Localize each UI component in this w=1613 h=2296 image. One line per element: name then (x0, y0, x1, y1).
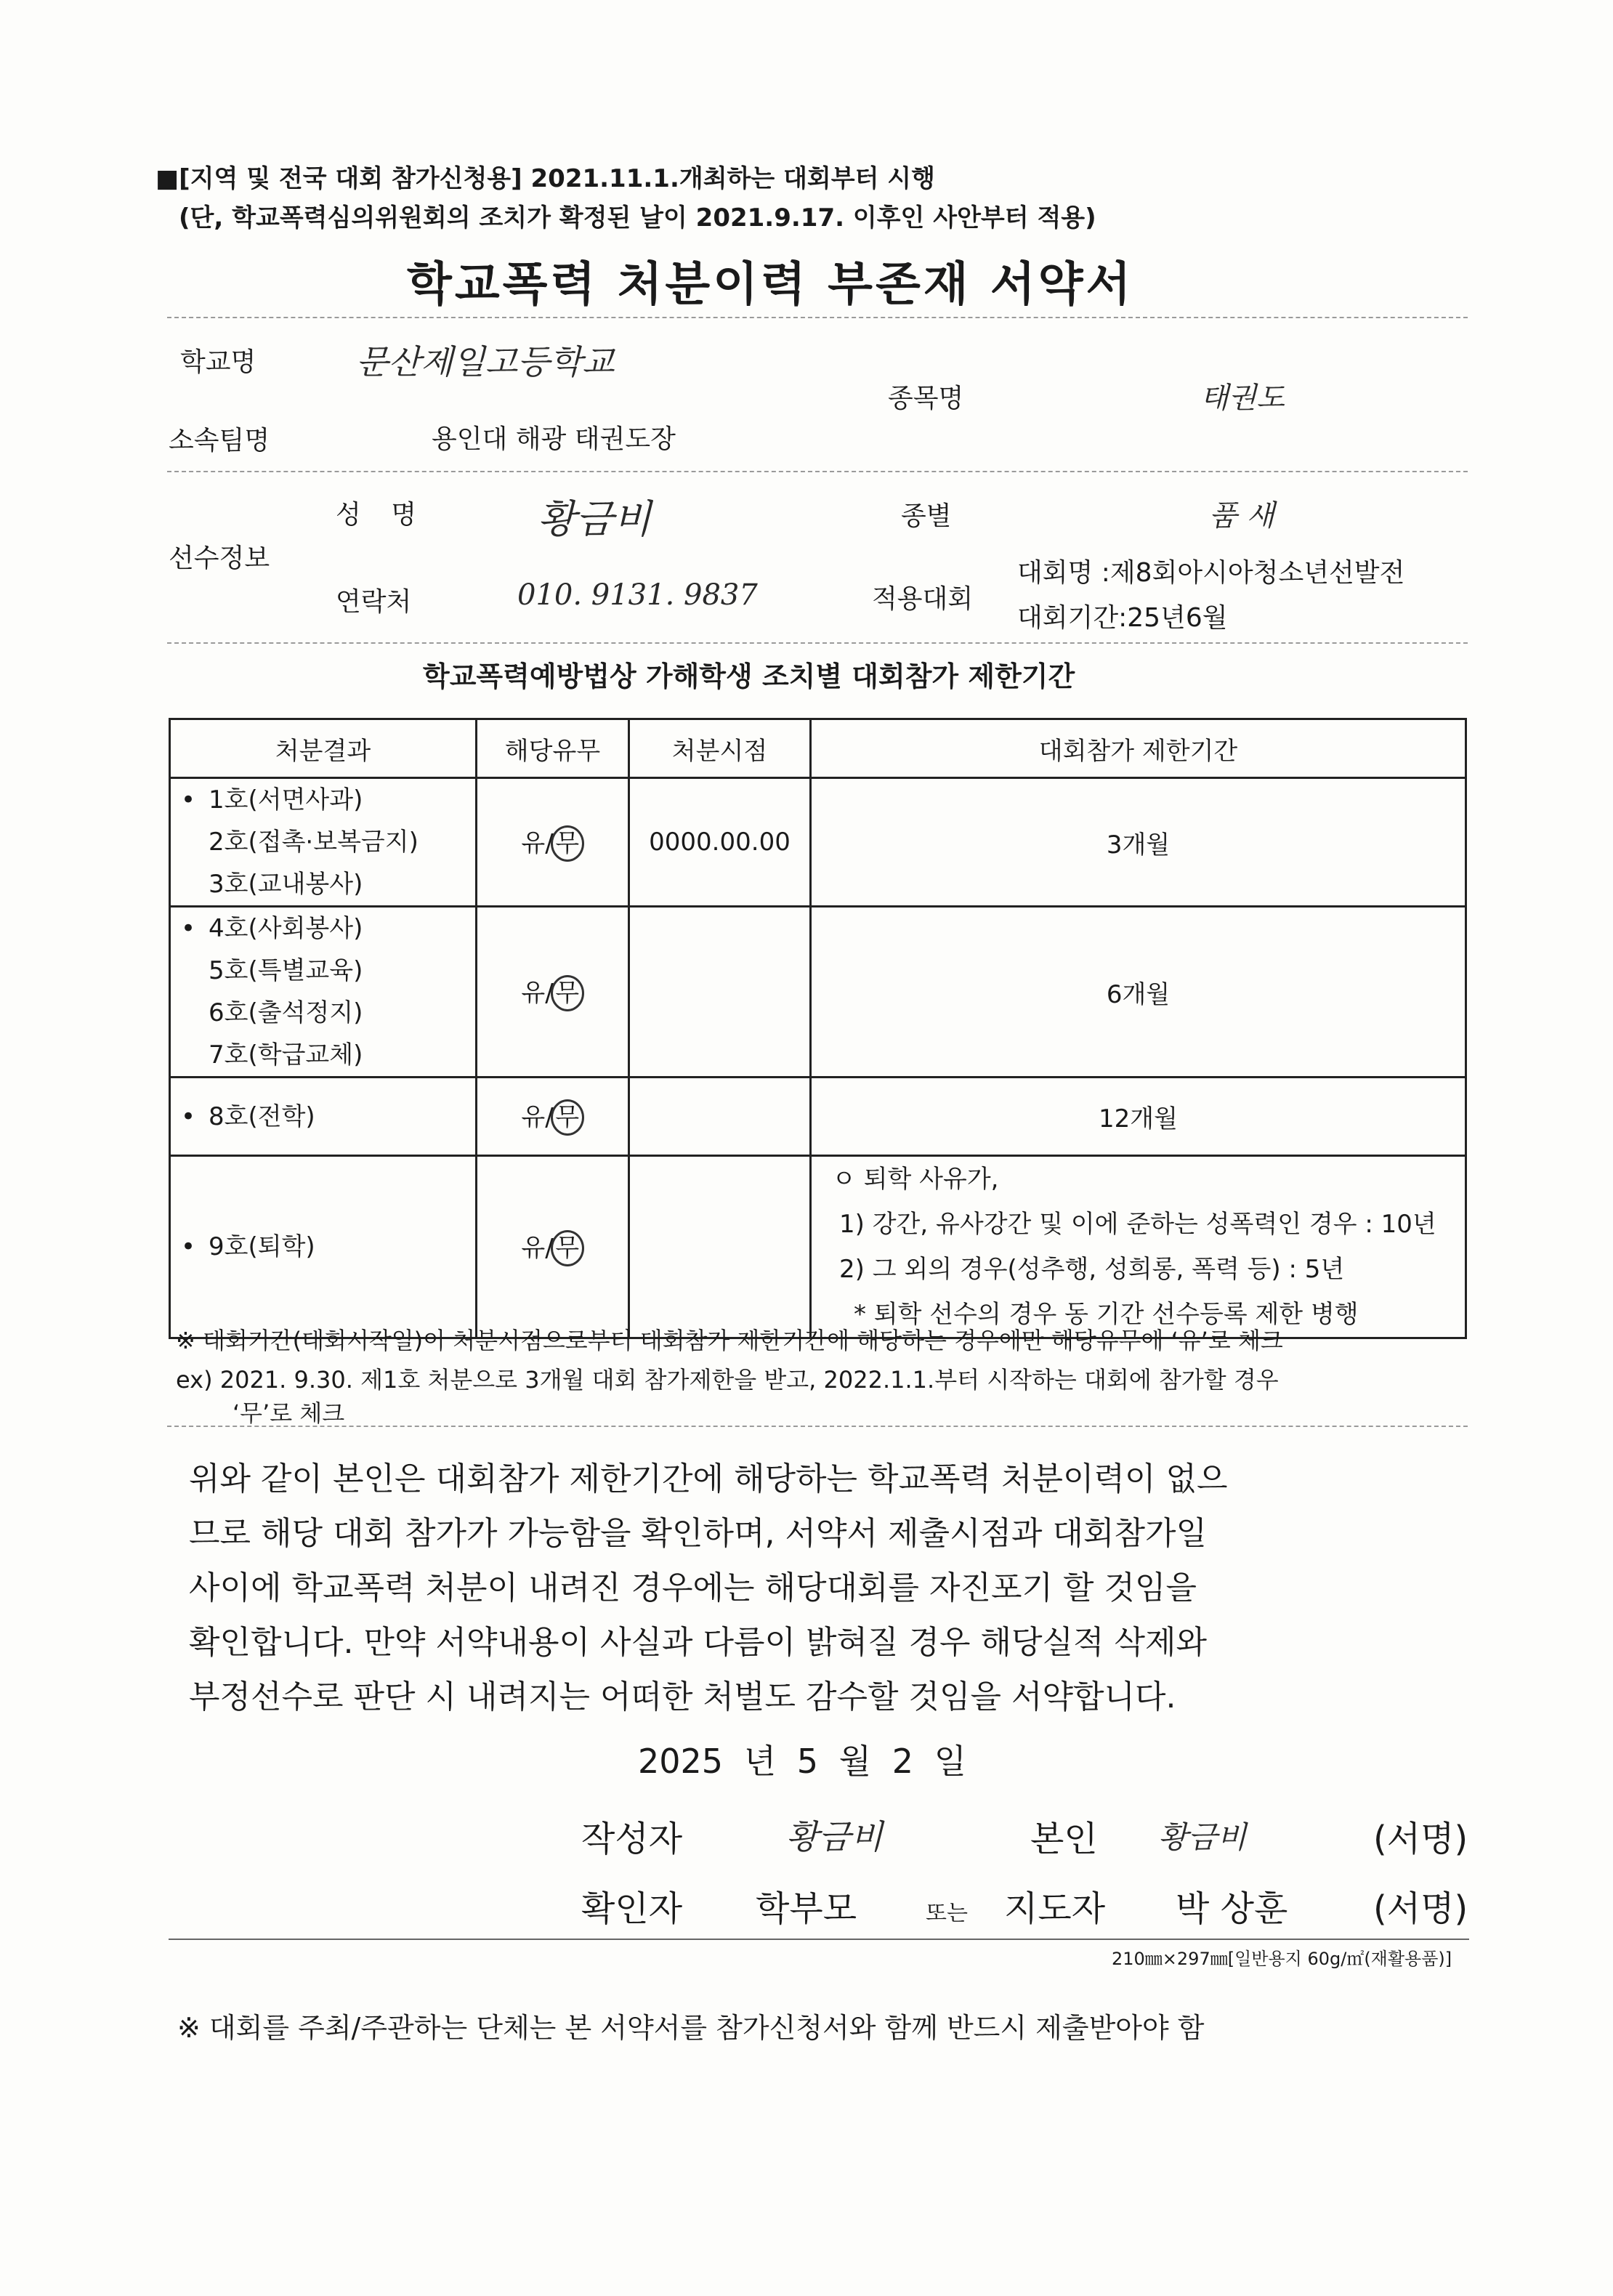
restriction-period-cell: 12개월 (811, 1078, 1466, 1156)
category-value: 품 새 (1209, 499, 1274, 533)
period-line: 1) 강간, 유사강간 및 이에 준하는 성폭력인 경우 : 10년 (839, 1210, 1436, 1239)
pledge-line: 사이에 학교폭력 처분이 내려진 경우에는 해당대회를 자진포기 할 것임을 (189, 1569, 1197, 1606)
disposition-item: 3호(교내봉사) (209, 870, 363, 899)
disposition-date-cell (629, 1078, 811, 1156)
divider (169, 1939, 1469, 1940)
pledge-date (638, 1735, 966, 1783)
team-name-value: 용인대 해광 태권도장 (432, 424, 676, 454)
disposition-item: 8호(전학) (209, 1101, 315, 1131)
period-line: * 퇴학 선수의 경우 동 기간 선수등록 제한 병행 (854, 1300, 1359, 1329)
table-row (170, 778, 1466, 907)
pledge-line: 위와 같이 본인은 대회참가 제한기간에 해당하는 학교폭력 처분이력이 없으 (189, 1460, 1228, 1497)
pledge-line: 부정선수로 판단 시 내려지는 어떠한 처벌도 감수할 것임을 서약합니다. (189, 1678, 1176, 1715)
bullet: • (181, 785, 196, 814)
disposition-item: 9호(퇴학) (209, 1232, 315, 1261)
date-year: 2025 (638, 1742, 724, 1781)
pledge-line: 므로 해당 대회 참가가 가능함을 확인하며, 서약서 제출시점과 대회참가일 (189, 1515, 1207, 1552)
school-name-value: 문산제일고등학교 (356, 342, 615, 381)
disposition-cell (170, 907, 477, 1078)
disposition-item: 2호(접촉·보복금지) (209, 828, 419, 857)
date-month: 5 (796, 1742, 819, 1781)
no-option-circled: 무 (551, 975, 584, 1011)
disposition-date-cell (629, 1156, 811, 1338)
divider (167, 1426, 1468, 1427)
divider (167, 317, 1468, 318)
no-option-circled: 무 (551, 825, 584, 862)
applicable-cell[interactable] (477, 907, 629, 1078)
contact-value: 010. 9131. 9837 (517, 578, 758, 612)
yes-option: 유/ (521, 978, 554, 1008)
bullet: • (181, 914, 196, 943)
table-caption: 학교폭력예방법상 가해학생 조치별 대회참가 제한기간 (423, 660, 1075, 692)
table-row (170, 1156, 1466, 1338)
header-restriction-period: 대회참가 제한기간 (811, 719, 1466, 778)
notice-line-2: (단, 학교폭력심의위원회의 조치가 확정된 날이 2021.9.17. 이후인 사안부터 적용) (179, 203, 1096, 233)
date-year-unit: 년 (743, 1742, 777, 1781)
table-header-row (170, 719, 1466, 778)
table-note-2: ex) 2021. 9.30. 제1호 처분으로 3개월 대회 참가제한을 받고, 2022.1.1.부터 시작하는 대회에 참가할 경우 (176, 1366, 1279, 1394)
yes-option: 유/ (521, 1233, 554, 1263)
divider (167, 471, 1468, 472)
team-name-label: 소속팀명 (169, 426, 270, 456)
disposition-date-cell: 0000.00.00 (629, 778, 811, 907)
contact-label: 연락처 (336, 587, 412, 617)
confirmer-label: 확인자 (581, 1888, 683, 1929)
divider (167, 642, 1468, 644)
applicable-cell[interactable] (477, 1156, 629, 1338)
self-signature: 황금비 (1158, 1819, 1247, 1855)
applicable-cell[interactable] (477, 778, 629, 907)
parent-label: 학부모 (756, 1888, 857, 1929)
restriction-period-cell: 6개월 (811, 907, 1466, 1078)
event-value: 태권도 (1200, 381, 1285, 415)
date-day-unit: 일 (934, 1742, 967, 1781)
bullet: • (181, 1101, 196, 1131)
self-label: 본인 (1030, 1819, 1098, 1859)
disposition-item: 6호(출석정지) (209, 998, 363, 1027)
writer-label: 작성자 (581, 1819, 683, 1859)
event-label: 종목명 (888, 384, 964, 413)
school-name-label: 학교명 (180, 347, 256, 377)
applied-competition-label: 적용대회 (872, 584, 974, 614)
disposition-item: 7호(학급교체) (209, 1040, 363, 1070)
disposition-item: 5호(특별교육) (209, 956, 363, 985)
sign-label: (서명) (1373, 1819, 1468, 1859)
disposition-date-cell (629, 907, 811, 1078)
restriction-period-cell (811, 1156, 1466, 1338)
confirm-sign-label: (서명) (1373, 1888, 1468, 1929)
disposition-item: 4호(사회봉사) (209, 914, 363, 943)
athlete-name-value: 황금비 (538, 496, 652, 542)
athlete-info-label: 선수정보 (169, 543, 270, 573)
coach-label: 지도자 (1004, 1888, 1106, 1929)
period-line: 2) 그 외의 경우(성추행, 성희롱, 폭력 등) : 5년 (839, 1255, 1345, 1284)
no-option-circled: 무 (551, 1099, 584, 1136)
period-line: ㅇ 퇴학 사유가, (832, 1165, 999, 1194)
notice-line-1: ■[지역 및 전국 대회 참가신청용] 2021.11.1.개최하는 대회부터 시행 (155, 164, 935, 193)
table-note-1: ※ 대회기간(대회시작일)이 처분시점으로부터 대회참가 제한기간에 해당하는 경우에만 해당유무에 ‘유’로 체크 (176, 1327, 1283, 1354)
category-label: 종별 (901, 501, 952, 531)
athlete-name-label: 성 명 (336, 500, 416, 530)
disposition-cell (170, 778, 477, 907)
header-disposition-date: 처분시점 (629, 719, 811, 778)
restriction-period-cell: 3개월 (811, 778, 1466, 907)
paper-spec: 210㎜×297㎜[일반용지 60g/㎡(재활용품)] (1112, 1949, 1452, 1969)
no-option-circled: 무 (551, 1230, 584, 1266)
competition-name: 대회명 :제8회아시아청소년선발전 (1017, 558, 1405, 588)
bullet: • (181, 1232, 196, 1261)
restriction-table (169, 718, 1467, 1339)
coach-name: 박 상훈 (1176, 1888, 1288, 1929)
header-applicable: 해당유무 (477, 719, 629, 778)
date-month-unit: 월 (838, 1742, 872, 1781)
or-label: 또는 (926, 1901, 968, 1926)
yes-option: 유/ (521, 1103, 554, 1132)
disposition-cell (170, 1156, 477, 1338)
document-title: 학교폭력 처분이력 부존재 서약서 (407, 258, 1134, 312)
disposition-cell (170, 1078, 477, 1156)
table-row (170, 1078, 1466, 1156)
date-day: 2 (892, 1742, 914, 1781)
applicable-cell[interactable] (477, 1078, 629, 1156)
pledge-text (189, 1452, 1468, 1724)
footer-note: ※ 대회를 주최/주관하는 단체는 본 서약서를 참가신청서와 함께 반드시 제출받아야 함 (177, 2012, 1205, 2044)
pledge-line: 확인합니다. 만약 서약내용이 사실과 다름이 밝혀질 경우 해당실적 삭제와 (189, 1624, 1207, 1661)
competition-period: 대회기간:25년6월 (1017, 603, 1228, 633)
header-disposition: 처분결과 (170, 719, 477, 778)
disposition-item: 1호(서면사과) (209, 785, 363, 814)
yes-option: 유/ (521, 828, 554, 858)
table-note-3: ‘무’로 체크 (233, 1399, 345, 1427)
table-row (170, 907, 1466, 1078)
writer-value: 황금비 (786, 1817, 884, 1856)
